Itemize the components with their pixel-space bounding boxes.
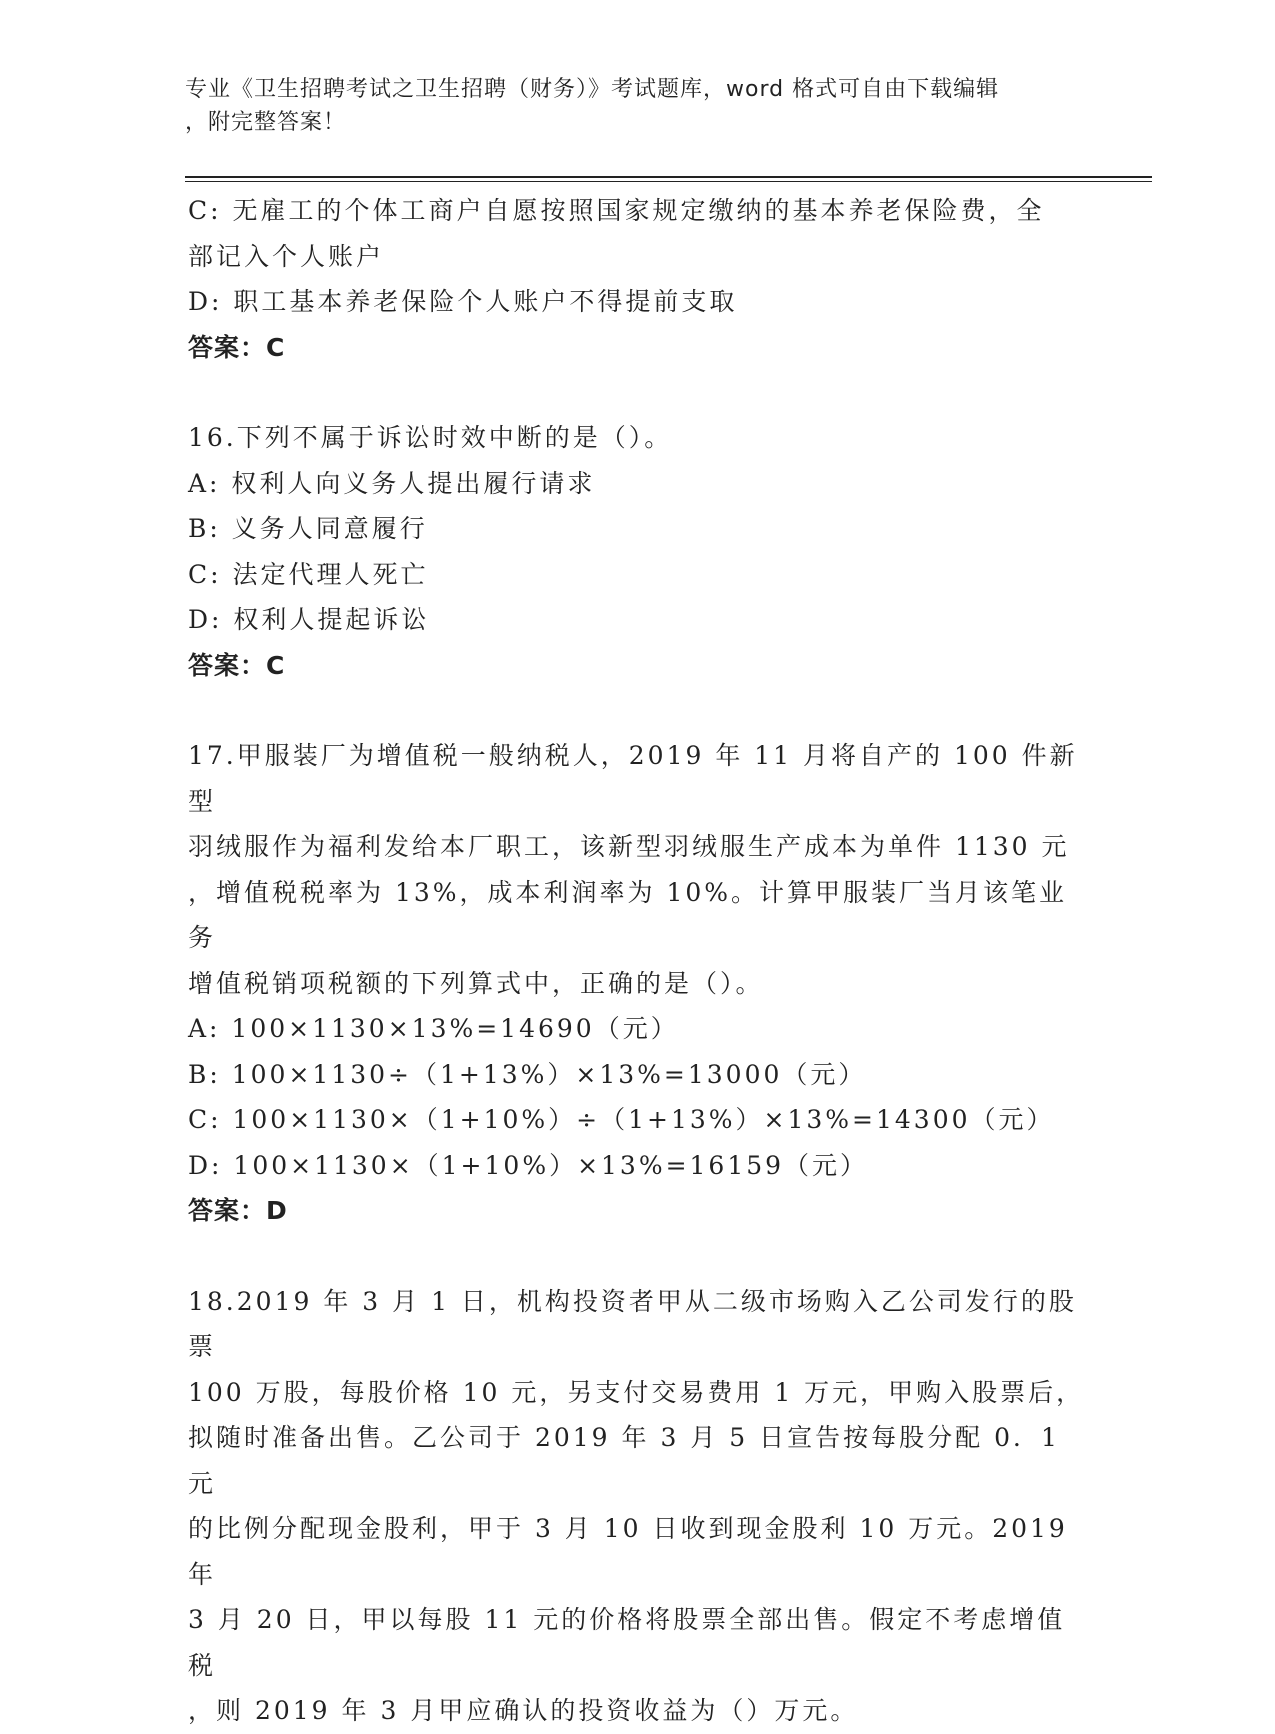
header-divider — [185, 176, 1152, 182]
question-18 — [188, 1279, 1088, 1734]
q15-option-d: D: 职工基本养老保险个人账户不得提前支取 — [188, 287, 738, 316]
q17-option-c: C: 100×1130×（1+10%）÷（1+13%）×13%=14300（元） — [188, 1105, 1055, 1134]
header-divider-thick — [185, 176, 1152, 178]
spacer — [188, 1234, 1088, 1279]
header-line-2: ，附完整答案！ — [185, 110, 347, 135]
q17-stem-line-2: 羽绒服作为福利发给本厂职工，该新型羽绒服生产成本为单件 1130 元 — [188, 832, 1070, 861]
spacer — [188, 688, 1088, 733]
q16-option-b: B: 义务人同意履行 — [188, 514, 428, 543]
q16-stem: 16.下列不属于诉讼时效中断的是（）。 — [188, 423, 673, 452]
q17-stem-line-1: 17.甲服装厂为增值税一般纳税人，2019 年 11 月将自产的 100 件新型 — [188, 741, 1078, 816]
q18-stem-line-1: 18.2019 年 3 月 1 日，机构投资者甲从二级市场购入乙公司发行的股票 — [188, 1286, 1077, 1361]
q17-stem-line-3: ，增值税税率为 13%，成本利润率为 10%。计算甲服装厂当月该笔业务 — [188, 877, 1068, 952]
q17-stem-line-4: 增值税销项税额的下列算式中，正确的是（）。 — [188, 968, 764, 998]
document-body — [188, 188, 1088, 1734]
q15-answer: 答案：C — [188, 332, 286, 362]
q16-option-a: A: 权利人向义务人提出履行请求 — [188, 468, 596, 498]
q17-answer: 答案：D — [188, 1196, 288, 1225]
q18-stem-line-6: ，则 2019 年 3 月甲应确认的投资收益为（）万元。 — [188, 1696, 859, 1725]
q18-stem-line-4: 的比例分配现金股利，甲于 3 月 10 日收到现金股利 10 万元。2019 年 — [188, 1514, 1068, 1589]
q17-option-a: A: 100×1130×13%=14690（元） — [188, 1014, 679, 1043]
spacer — [188, 370, 1088, 415]
q16-option-d: D: 权利人提起诉讼 — [188, 605, 430, 634]
header-line-1: 专业《卫生招聘考试之卫生招聘（财务）》考试题库，word 格式可自由下载编辑 — [185, 77, 1000, 102]
q18-stem-line-2: 100 万股，每股价格 10 元，另支付交易费用 1 万元，甲购入股票后， — [188, 1377, 1085, 1407]
q15-option-c-line-2: 部记入个人账户 — [188, 241, 385, 271]
q16-answer: 答案：C — [188, 650, 286, 680]
q17-option-d: D: 100×1130×（1+10%）×13%=16159（元） — [188, 1150, 869, 1180]
q16-option-c: C: 法定代理人死亡 — [188, 559, 429, 589]
q18-stem-line-5: 3 月 20 日，甲以每股 11 元的价格将股票全部出售。假定不考虑增值税 — [188, 1605, 1066, 1680]
header-divider-thin — [185, 181, 1152, 182]
page-header — [185, 73, 1085, 139]
question-17 — [188, 733, 1088, 1234]
question-15-tail — [188, 188, 1088, 370]
q18-stem-line-3: 拟随时准备出售。乙公司于 2019 年 3 月 5 日宣告按每股分配 0．1 元 — [188, 1423, 1060, 1498]
q17-option-b: B: 100×1130÷（1+13%）×13%=13000（元） — [188, 1059, 867, 1089]
q15-option-c-line-1: C: 无雇工的个体工商户自愿按照国家规定缴纳的基本养老保险费，全 — [188, 196, 1045, 225]
question-16 — [188, 415, 1088, 688]
